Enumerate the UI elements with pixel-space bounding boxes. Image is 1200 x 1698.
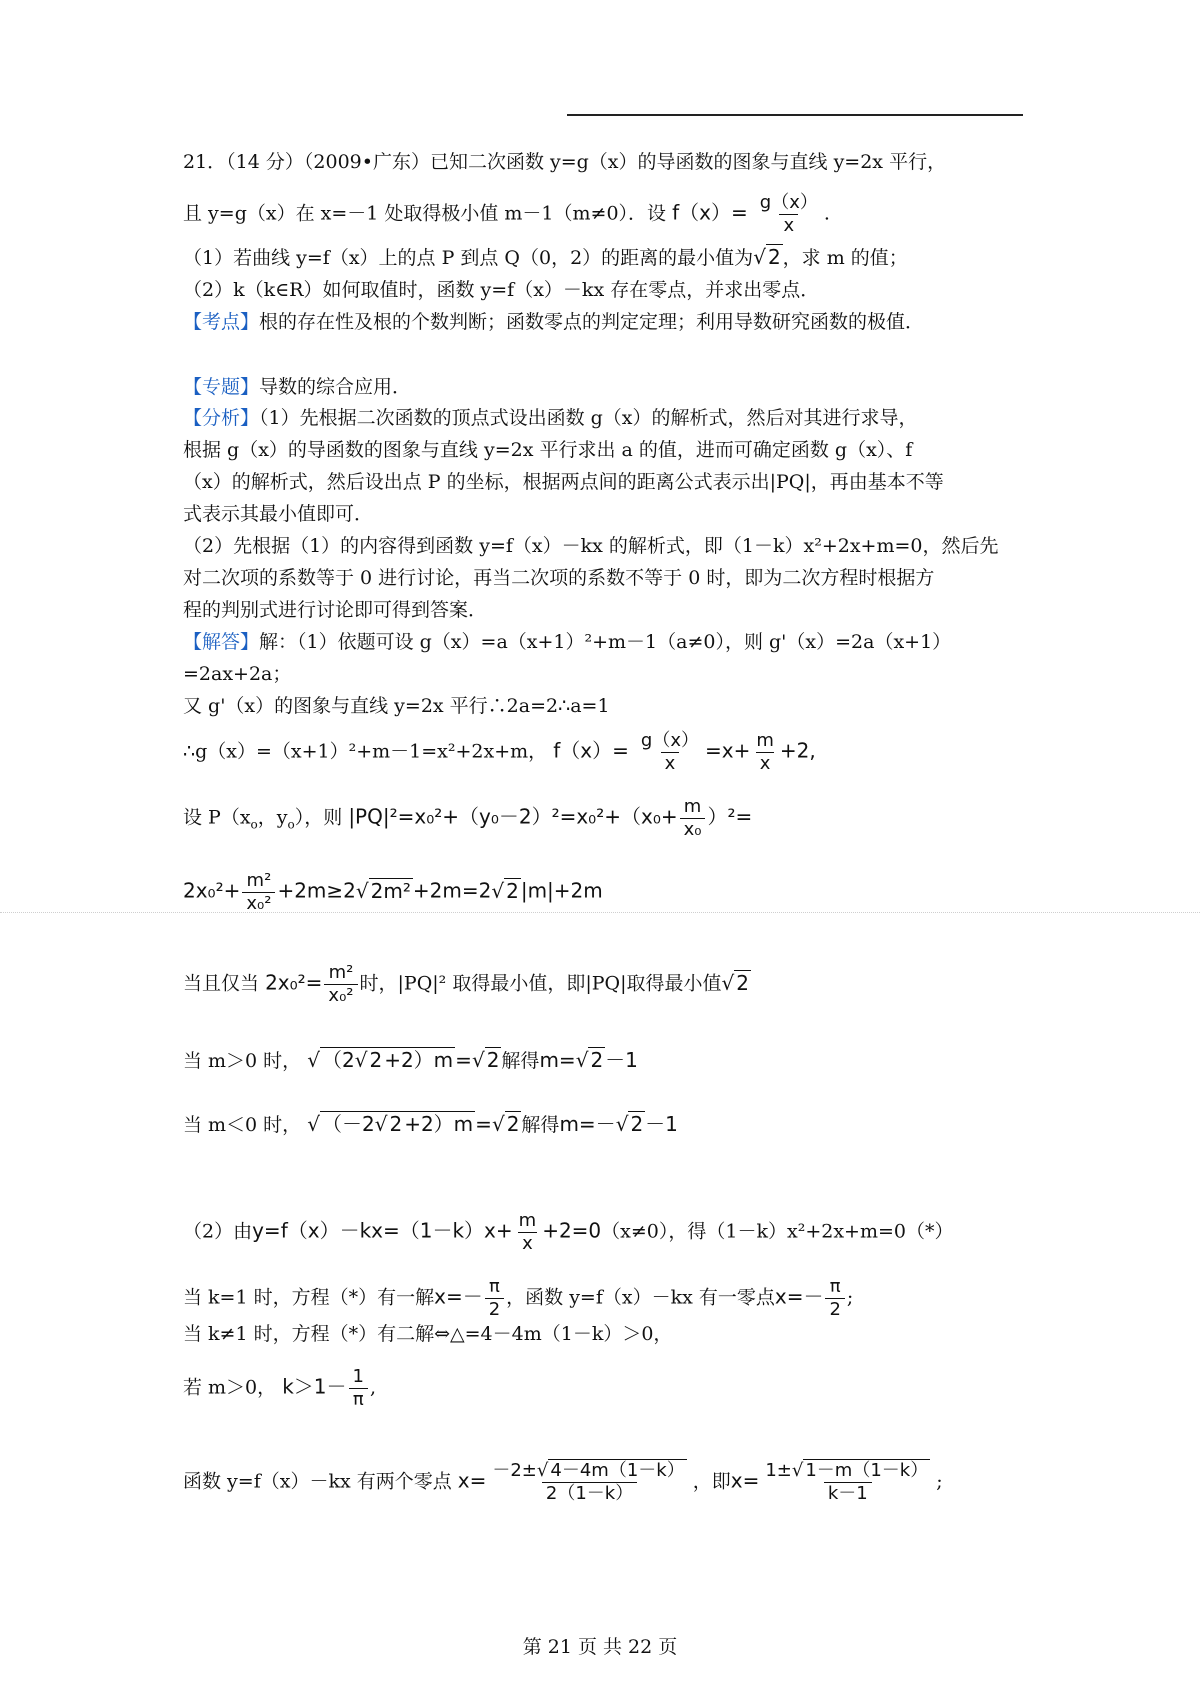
jieda-line-5: 设 $P(x_o$，$y_o$），则 |PQ|²=x₀²+（y₀－2）²=x₀²+（x₀+ $\frac{m}{\text{x₀}}$ ）²= [183,796,753,840]
fraction-m-over-x-2: $\frac{m}{x}$ [518,1210,537,1254]
fraction-m2-over-x02-b: $\frac{\text{m²}}{\text{x₀²}}$ [324,962,357,1007]
fraction-pi-over-2: $\frac{\pi}{2}$ [485,1276,504,1321]
sqrt-2e: √ 2 [575,1048,604,1072]
sqrt-expr-negative: √ （－2√ 2 +2）m [307,1112,474,1136]
sqrt-2: √ 2 [753,245,781,269]
fraction-1-over-pi: $\frac{1}{\pi}$ [349,1366,368,1411]
fraction-root-formula-1: $\frac{-2\pm√ 4-4m(1-k)}{2(1-k)}$ [492,1460,685,1504]
jieda-line-2: =2ax+2a； [183,663,292,685]
fenxi-line-4: 式表示其最小值即可． [183,503,374,525]
fenxi-line-7: 程的判别式进行讨论即可得到答案． [183,599,488,621]
part2-line-5: 函数 y=f（x）－kx 有两个零点 x= $\frac{-2\pm√ 4-4m(1-k)}{2(1-k)}$ ，即x= $\frac{1\pm√ 1-m(1-k)}{k-1}$ ; [183,1460,943,1504]
jieda-line-4: ∴g（x）=（x+1）²+m－1=x²+2x+m， f（x）= $\frac{g(x)}{x}$ =x+ $\frac{m}{x}$ +2, [183,730,816,774]
sqrt-2b: √ 2 [491,878,519,903]
jieda-line-6: 2x₀²+ $\frac{\text{m²}}{\text{x₀²}}$ +2m≥2√ 2m² +2m=2√ 2 |m|+2m [183,870,603,914]
fraction-m-over-x0: $\frac{m}{\text{x₀}}$ [680,796,706,841]
jieda-line-7: 当且仅当 2x₀²= $\frac{\text{m²}}{\text{x₀²}}$ 时，|PQ|² 取得最小值，即|PQ|取得最小值√ 2 [183,962,749,1006]
part2-line-4: 若 m＞0， k＞1－ $\frac{1}{\pi}$ , [183,1366,377,1410]
sqrt-2m2: √ 2m² [355,878,411,903]
sqrt-2d: √ 2 [471,1048,500,1072]
fenxi-line-6: 对二次项的系数等于 0 进行讨论，再当二次项的系数不等于 0 时，即为二次方程时根据方 [183,567,935,589]
problem-line-3: （1）若曲线 y=f（x）上的点 P 到点 Q（0，2）的距离的最小值为√ 2 ，求 m 的值； [183,245,908,269]
page-footer: 第 21 页 共 22 页 [522,1636,678,1658]
fenxi-tag: 【分析】 [183,407,260,429]
dotted-separator [0,912,1200,913]
part2-line-2: 当 k=1 时，方程（*）有一解x=－ $\frac{\pi}{2}$ ，函数 y=f（x）－kx 有一零点x=－ $\frac{\pi}{2}$ ; [183,1276,854,1320]
sqrt-2f: √ 2 [491,1112,520,1136]
jieda-line-1: 【解答】解：（1）依题可设 g（x）=a（x+1）²+m－1（a≠0），则 g'（x）=2a（x+1） [183,631,952,653]
problem-line-4: （2）k（k∈R）如何取值时，函数 y=f（x）－kx 存在零点，并求出零点． [183,279,820,301]
jieda-line-9: 当 m＜0 时， √ （－2√ 2 +2）m =√ 2 解得m=－√ 2 －1 [183,1112,678,1136]
sqrt-2c: √ 2 [721,970,749,995]
sqrt-expr-positive: √ （2√ 2 +2）m [307,1048,454,1072]
sqrt-2g: √ 2 [615,1112,644,1136]
kaodian-line: 【考点】根的存在性及根的个数判断；函数零点的判定定理；利用导数研究函数的极值． [183,311,925,333]
fraction-gx-over-x-2: $\frac{g(x)}{x}$ [640,730,699,774]
jieda-line-8: 当 m＞0 时， √ （2√ 2 +2）m =√ 2 解得m=√ 2 －1 [183,1048,638,1072]
fenxi-line-3: （x）的解析式，然后设出点 P 的坐标，根据两点间的距离公式表示出|PQ|，再由基本不等 [183,471,944,493]
part2-line-3: 当 k≠1 时，方程（*）有二解⇔△=4－4m（1－k）＞0， [183,1323,673,1345]
fraction-root-formula-2: $\frac{1\pm√ 1-m(1-k)}{k-1}$ [765,1460,929,1504]
problem-line-2: 且 y=g（x）在 x=－1 处取得极小值 m－1（m≠0）．设 f（x）= $\frac{g(x)}{x}$ . [183,192,830,236]
jieda-line-3: 又 g'（x）的图象与直线 y=2x 平行∴2a=2∴a=1 [183,695,610,717]
fenxi-line-5: （2）先根据（1）的内容得到函数 y=f（x）－kx 的解析式，即（1－k）x²+2x+m=0，然后先 [183,535,999,557]
fraction-gx-over-x: $\frac{g(x)}{x}$ [759,192,818,236]
kaodian-tag: 【考点】 [183,311,260,333]
zhuanti-tag: 【专题】 [183,376,260,398]
fraction-m2-over-x02: $\frac{\text{m²}}{\text{x₀²}}$ [242,870,275,915]
fraction-pi-over-2-b: $\frac{\pi}{2}$ [825,1276,844,1321]
jieda-tag: 【解答】 [183,631,260,653]
zhuanti-line: 【专题】导数的综合应用． [183,376,412,398]
problem-line-1: 21．（14 分）（2009•广东）已知二次函数 y=g（x）的导函数的图象与直线 y=2x 平行， [183,151,947,173]
fenxi-line-1: 【分析】（1）先根据二次函数的顶点式设出函数 g（x）的解析式，然后对其进行求导， [183,407,918,429]
part2-line-1: （2）由y=f（x）－kx=（1－k）x+ $\frac{m}{x}$ +2=0（x≠0），得（1－k）x²+2x+m=0（*） [183,1210,954,1254]
fraction-m-over-x: $\frac{m}{x}$ [756,730,774,774]
fenxi-line-2: 根据 g（x）的导函数的图象与直线 y=2x 平行求出 a 的值，进而可确定函数 g（x）、f [183,439,913,461]
header-rule [567,114,1023,116]
